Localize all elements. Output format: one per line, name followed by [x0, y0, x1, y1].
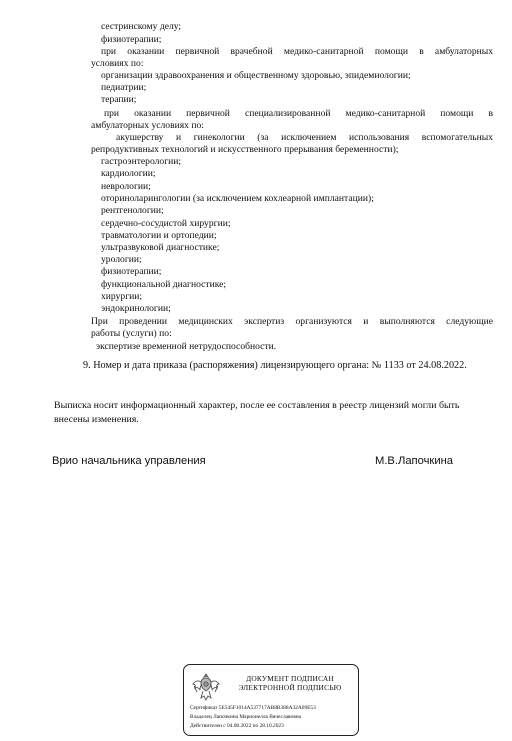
text-line: работы (услуги) по: [91, 328, 172, 339]
text-line: физиотерапии; [101, 34, 162, 45]
notice-line: внесены изменения. [54, 414, 139, 425]
text-line: сестринскому делу; [101, 21, 182, 32]
text-line: кардиологии; [101, 168, 156, 179]
stamp-title: ДОКУМЕНТ ПОДПИСАН ЭЛЕКТРОННОЙ ПОДПИСЬЮ [238, 674, 342, 692]
text-line: при оказании первичной специализированной медико-санитарной помощи в [104, 108, 493, 119]
text-line: организации здравоохранения и общественному здоровью, эпидемиологии; [101, 70, 411, 81]
text-line: гастроэнтерологии; [101, 156, 182, 167]
order-line: 9. Номер и дата приказа (распоряжения) лицензирующего органа: № 1133 от 24.08.2022. [83, 360, 467, 371]
text-line: При проведении медицинских экспертиз организуются и выполняются следующие [91, 316, 493, 327]
signatory-position: Врио начальника управления [52, 455, 206, 467]
notice-line: Выписка носит информационный характер, после ее составления в реестр лицензий могли быть [54, 400, 460, 411]
text-line: урологии; [101, 254, 142, 265]
stamp-owner: Владелец Лапочкина Марионелла Вячеславовна [190, 714, 302, 720]
text-line: рентгенологии; [101, 205, 164, 216]
stamp-validity: Действителен с 04.08.2022 по 28.10.2023 [190, 723, 284, 729]
text-line: неврологии; [101, 181, 151, 192]
text-line: физиотерапии; [101, 266, 162, 277]
text-line: акушерству и гинекологии (за исключением использования вспомогательных [116, 132, 493, 143]
text-line: условиях по: [91, 58, 144, 69]
text-line: ультразвуковой диагностике; [101, 242, 220, 253]
text-line: эндокринологии; [101, 303, 171, 314]
text-line: травматологии и ортопедии; [101, 230, 217, 241]
text-line: при оказании первичной врачебной медико-санитарной помощи в амбулаторных [101, 46, 493, 57]
coat-of-arms-icon [191, 671, 221, 703]
text-line: функциональной диагностике; [101, 279, 227, 290]
text-line: терапии; [101, 94, 137, 105]
text-line: экспертизе временной нетрудоспособности. [96, 341, 277, 352]
electronic-signature-stamp [183, 664, 359, 736]
text-line: амбулаторных условиях по: [91, 120, 204, 131]
signatory-name: М.В.Лапочкина [375, 455, 453, 467]
text-line: репродуктивных технологий и искусственного прерывания беременности); [91, 144, 399, 155]
text-line: педиатрии; [101, 82, 147, 93]
text-line: оториноларингологии (за исключением кохлеарной имплантации); [101, 193, 374, 204]
stamp-certificate: Сертификат 5E545F1014A537717AB8B388A32A09E53 [190, 705, 316, 711]
text-line: хирургии; [101, 291, 143, 302]
text-line: сердечно-сосудистой хирургии; [101, 218, 231, 229]
